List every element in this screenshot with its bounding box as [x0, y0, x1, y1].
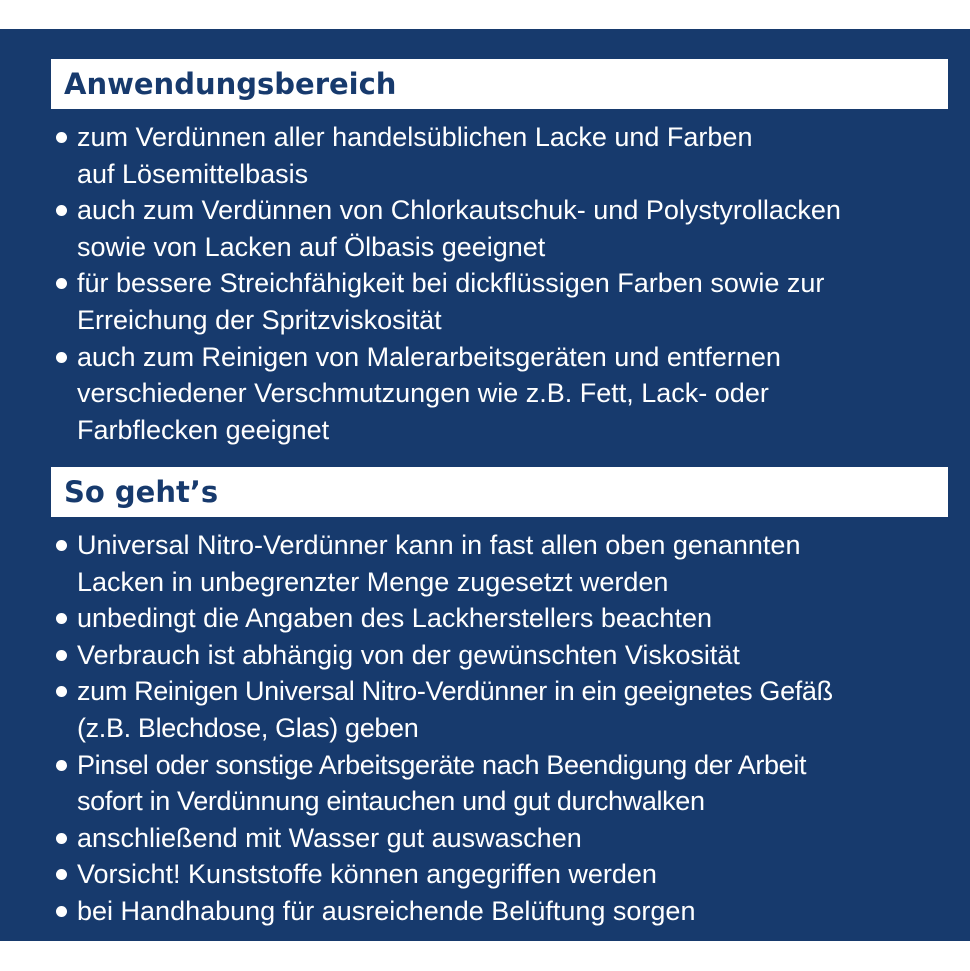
- list-item-text: Pinsel oder sonstige Arbeitsgeräte nach Beendigung der Arbeit sofort in Verdünnung eintauchen und gut durchwalken: [77, 749, 807, 817]
- list-item: [54, 673, 954, 746]
- bullet-icon: [56, 650, 67, 661]
- list-item-text: für bessere Streichfähigkeit bei dickflüssigen Farben sowie zur Erreichung der Spritzviskosität: [77, 268, 825, 335]
- bullet-icon: [56, 613, 67, 624]
- instruction-panel: [0, 29, 970, 941]
- bullet-icon: [56, 132, 67, 143]
- list-item: [54, 527, 954, 600]
- section-heading-how-to: So geht’s: [51, 467, 948, 517]
- bullet-icon: [56, 833, 67, 844]
- list-item-text: bei Handhabung für ausreichende Belüftung sorgen: [77, 895, 696, 926]
- list-item-text: auch zum Verdünnen von Chlorkautschuk- und Polystyrollacken sowie von Lacken auf Ölbasis geeignet: [77, 195, 841, 262]
- list-item: [54, 893, 954, 930]
- list-item: [54, 856, 954, 893]
- list-item-text: zum Verdünnen aller handelsüblichen Lacke und Farben auf Lösemittelbasis: [77, 122, 753, 189]
- bullet-icon: [56, 205, 67, 216]
- list-item-text: zum Reinigen Universal Nitro-Verdünner in ein geeignetes Gefäß (z.B. Blechdose, Glas) geben: [77, 676, 833, 743]
- bullet-icon: [56, 540, 67, 551]
- list-item-text: auch zum Reinigen von Malerarbeitsgeräten und entfernen verschiedener Verschmutzungen wie z.B. Fett, Lack- oder Farbflecken geeignet: [77, 341, 781, 445]
- list-item: [54, 192, 934, 265]
- list-item: [54, 339, 934, 449]
- list-item: [54, 747, 954, 820]
- bullet-icon: [56, 869, 67, 880]
- section-heading-application-area: Anwendungsbereich: [51, 59, 948, 109]
- bullet-icon: [56, 760, 67, 771]
- bullet-icon: [56, 906, 67, 917]
- list-item: [54, 637, 954, 674]
- list-item-text: Vorsicht! Kunststoffe können angegriffen werden: [77, 859, 657, 890]
- list-item: [54, 820, 954, 857]
- list-item: [54, 265, 934, 338]
- list-item: [54, 600, 954, 637]
- how-to-list: [54, 527, 954, 930]
- bullet-icon: [56, 686, 67, 697]
- list-item-text: unbedingt die Angaben des Lackherstellers beachten: [77, 603, 712, 634]
- bullet-icon: [56, 278, 67, 289]
- list-item: [54, 119, 934, 192]
- list-item-text: anschließend mit Wasser gut auswaschen: [77, 822, 582, 853]
- list-item-text: Verbrauch ist abhängig von der gewünschten Viskosität: [77, 639, 740, 670]
- list-item-text: Universal Nitro-Verdünner kann in fast allen oben genannten Lacken in unbegrenzter Menge zugesetzt werden: [77, 530, 801, 597]
- application-area-list: [54, 119, 934, 448]
- bullet-icon: [56, 352, 67, 363]
